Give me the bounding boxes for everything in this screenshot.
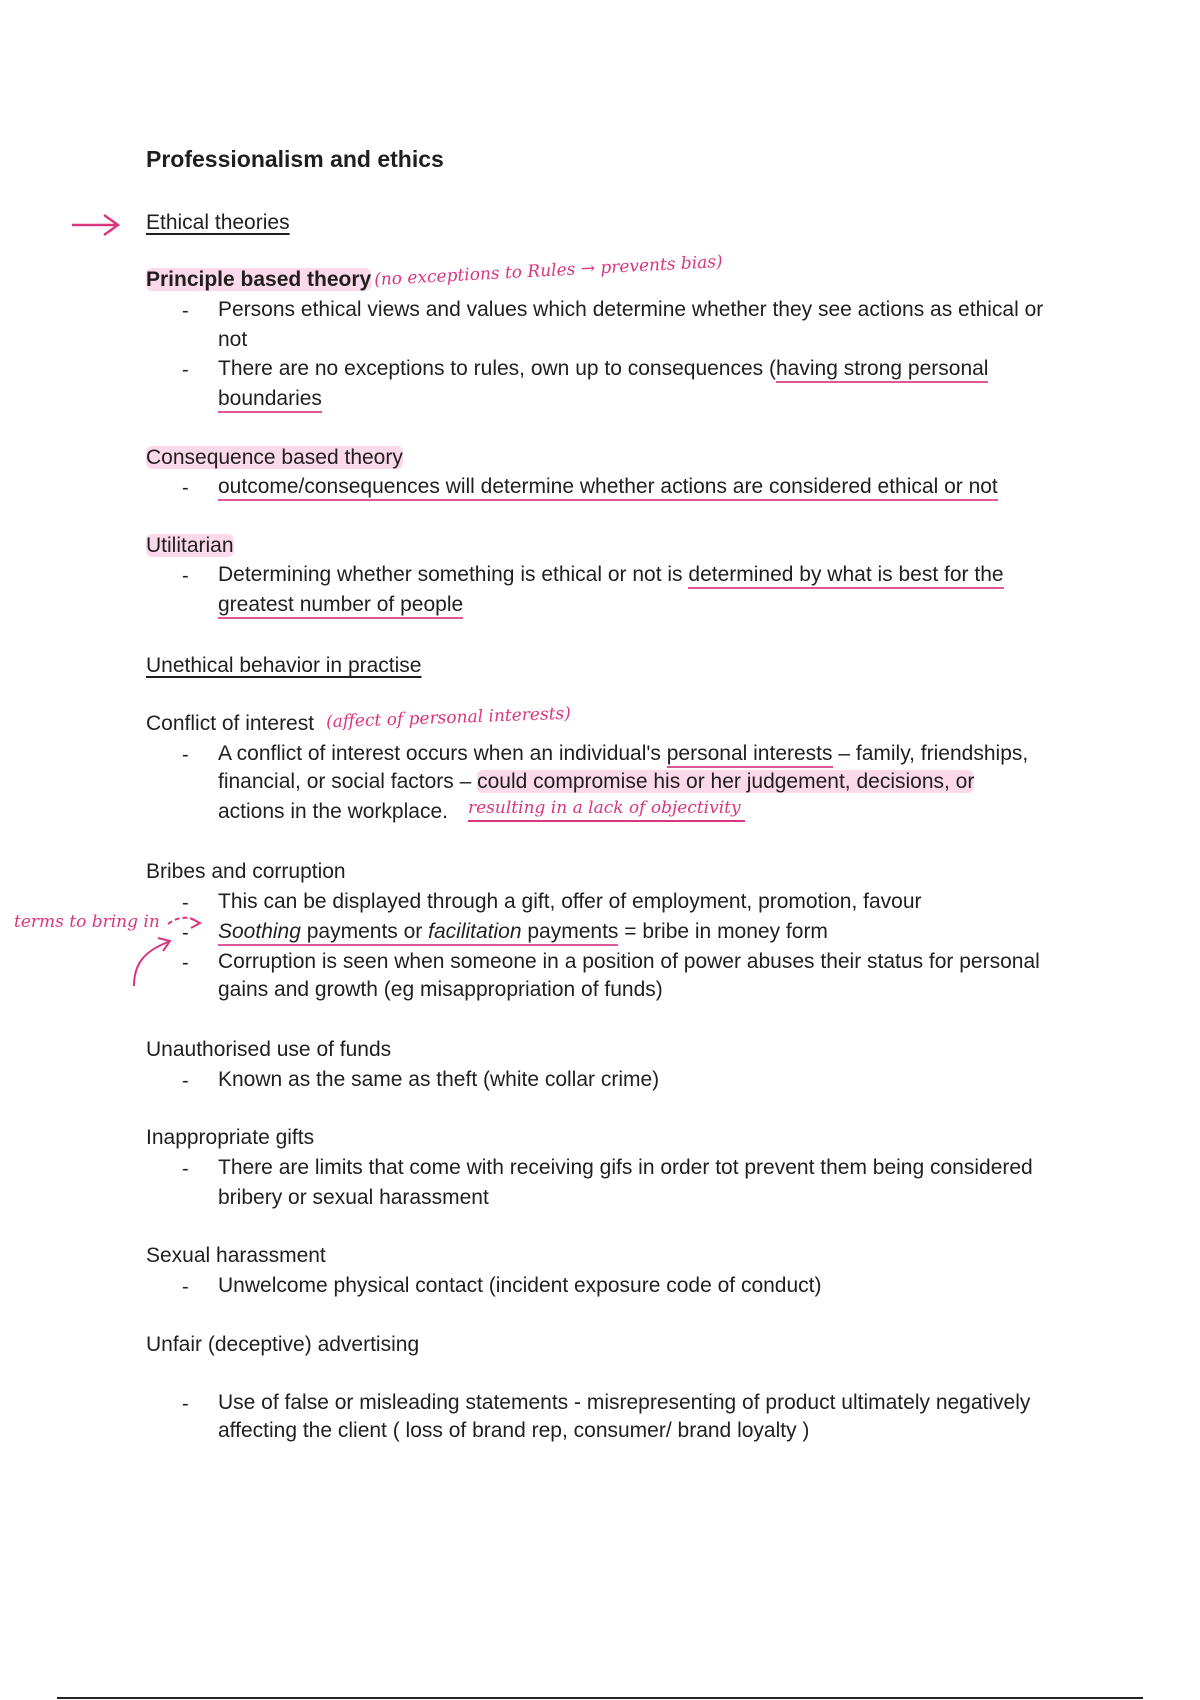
handwritten-note-objectivity: resulting in a lack of objectivity <box>468 798 745 822</box>
subheading-conflict: Conflict of interest <box>146 712 315 735</box>
subheading-bribes: Bribes and corruption <box>146 860 346 883</box>
subheading-utilitarian: Utilitarian <box>146 534 234 557</box>
bullet-dash: - <box>182 1393 189 1415</box>
bullet-text: Corruption is seen when someone in a position of power abuses their status for personal <box>218 950 1040 973</box>
bullet-dash: - <box>182 952 189 974</box>
bullet-dash: - <box>182 892 189 914</box>
subheading-funds: Unauthorised use of funds <box>146 1038 392 1061</box>
subheading-harassment: Sexual harassment <box>146 1244 326 1267</box>
page-title: Professionalism and ethics <box>146 146 444 172</box>
page-divider <box>57 1697 1143 1699</box>
bullet-text: not <box>218 328 248 351</box>
bullet-text: Use of false or misleading statements - misrepresenting of product ultimately negatively <box>218 1391 1031 1414</box>
bullet-dash: - <box>182 744 189 766</box>
bullet-text: greatest number of people <box>218 591 463 619</box>
handwritten-note-terms: terms to bring in <box>14 912 160 932</box>
subheading-consequence: Consequence based theory <box>146 446 403 469</box>
bullet-text: financial, or social factors – could compromise his or her judgement, decisions, or <box>218 770 975 793</box>
bullet-text: Unwelcome physical contact (incident exposure code of conduct) <box>218 1274 822 1297</box>
bullet-text: bribery or sexual harassment <box>218 1186 489 1209</box>
arrow-annotation-icon <box>68 210 124 240</box>
bullet-text: gains and growth (eg misappropriation of funds) <box>218 978 663 1001</box>
handwritten-note-conflict: (affect of personal interests) <box>325 703 572 733</box>
bullet-text: A conflict of interest occurs when an individual's personal interests – family, friendships, <box>218 740 1028 768</box>
subheading-advertising: Unfair (deceptive) advertising <box>146 1333 420 1356</box>
subheading-gifts: Inappropriate gifts <box>146 1126 315 1149</box>
bullet-text: outcome/consequences will determine whether actions are considered ethical or not <box>218 473 998 501</box>
bullet-dash: - <box>182 565 189 587</box>
handwritten-note-principle: (no exceptions to Rules → prevents bias) <box>373 251 724 291</box>
handwritten-arrows-icon <box>128 906 218 986</box>
bullet-dash: - <box>182 1070 189 1092</box>
section-heading-unethical: Unethical behavior in practise <box>146 654 422 677</box>
bullet-text: Determining whether something is ethical or not is determined by what is best for the <box>218 561 1004 589</box>
bullet-text: There are no exceptions to rules, own up to consequences (having strong personal <box>218 355 988 383</box>
bullet-dash: - <box>182 922 189 944</box>
bullet-text: There are limits that come with receiving gifs in order tot prevent them being considered <box>218 1156 1033 1179</box>
bullet-dash: - <box>182 1276 189 1298</box>
bullet-text: Known as the same as theft (white collar crime) <box>218 1068 660 1091</box>
bullet-text: Soothing payments or facilitation payments = bribe in money form <box>218 918 828 946</box>
subheading-principle: Principle based theory <box>146 268 372 291</box>
bullet-text: actions in the workplace. <box>218 800 448 823</box>
bullet-dash: - <box>182 359 189 381</box>
bullet-text: This can be displayed through a gift, offer of employment, promotion, favour <box>218 890 922 913</box>
section-heading-ethical-theories: Ethical theories <box>146 211 290 234</box>
bullet-text: affecting the client ( loss of brand rep, consumer/ brand loyalty ) <box>218 1419 810 1442</box>
bullet-text: Persons ethical views and values which determine whether they see actions as ethical or <box>218 298 1044 321</box>
bullet-dash: - <box>182 477 189 499</box>
bullet-text: boundaries <box>218 385 322 413</box>
bullet-dash: - <box>182 1158 189 1180</box>
bullet-dash: - <box>182 300 189 322</box>
